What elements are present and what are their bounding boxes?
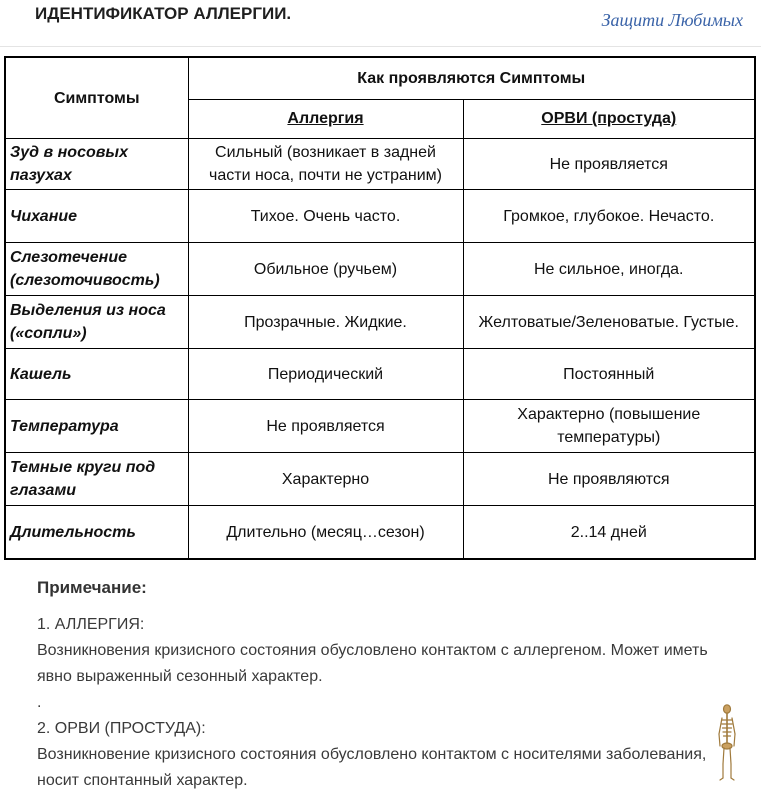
column-header-symptoms: Симптомы	[5, 57, 188, 139]
cold-cell: Характерно (повышение температуры)	[463, 400, 755, 453]
symptom-cell: Зуд в носовых пазухах	[5, 139, 188, 190]
cold-cell: Громкое, глубокое. Нечасто.	[463, 190, 755, 243]
table-row	[5, 243, 755, 296]
allergy-cell: Обильное (ручьем)	[188, 243, 463, 296]
note-2-title: 2. ОРВИ (ПРОСТУДА):	[37, 720, 206, 737]
brand-link[interactable]: Защити Любимых	[601, 10, 743, 30]
symptom-cell: Слезотечение (слезоточивость)	[5, 243, 188, 296]
symptom-cell: Чихание	[5, 190, 188, 243]
allergy-cell: Длительно (месяц…сезон)	[188, 506, 463, 560]
symptoms-table	[4, 56, 756, 560]
cold-cell: Постоянный	[463, 349, 755, 400]
notes-heading: Примечание:	[37, 578, 147, 597]
allergy-cell: Периодический	[188, 349, 463, 400]
cold-cell: Не проявляется	[463, 139, 755, 190]
table-row	[5, 190, 755, 243]
allergy-cell: Тихое. Очень часто.	[188, 190, 463, 243]
column-header-cold: ОРВИ (простуда)	[463, 99, 755, 139]
table-row	[5, 139, 755, 190]
table-row	[5, 453, 755, 506]
note-1-title: 1. АЛЛЕРГИЯ:	[37, 616, 145, 633]
table-row	[5, 296, 755, 349]
column-header-manifestation: Как проявляются Симптомы	[188, 57, 755, 99]
allergy-cell: Сильный (возникает в задней части носа, почти не устраним)	[188, 139, 463, 190]
notes-section	[37, 578, 737, 794]
symptom-cell: Выделения из носа («сопли»)	[5, 296, 188, 349]
table-row	[5, 506, 755, 560]
symptom-cell: Кашель	[5, 349, 188, 400]
table-row	[5, 349, 755, 400]
header-divider	[0, 46, 761, 47]
cold-cell: Не проявляются	[463, 453, 755, 506]
skeleton-icon	[715, 704, 739, 787]
column-header-allergy: Аллергия	[188, 99, 463, 139]
symptom-cell: Темные круги под глазами	[5, 453, 188, 506]
symptom-cell: Температура	[5, 400, 188, 453]
note-1-text: Возникновения кризисного состояния обусловлено контактом с аллергеном. Может иметь явно выраженный сезонный характер.	[37, 642, 708, 685]
table-row	[5, 400, 755, 453]
symptoms-table-container	[4, 56, 756, 560]
cold-cell: Не сильное, иногда.	[463, 243, 755, 296]
symptom-cell: Длительность	[5, 506, 188, 560]
page-title: ИДЕНТИФИКАТОР АЛЛЕРГИИ.	[35, 4, 292, 23]
allergy-cell: Не проявляется	[188, 400, 463, 453]
cold-cell: Желтоватые/Зеленоватые. Густые.	[463, 296, 755, 349]
allergy-cell: Прозрачные. Жидкие.	[188, 296, 463, 349]
note-separator: .	[37, 694, 42, 711]
allergy-cell: Характерно	[188, 453, 463, 506]
cold-cell: 2..14 дней	[463, 506, 755, 560]
note-2-text: Возникновение кризисного состояния обусловлено контактом с носителями заболевания, носит спонтанный характер.	[37, 746, 707, 789]
